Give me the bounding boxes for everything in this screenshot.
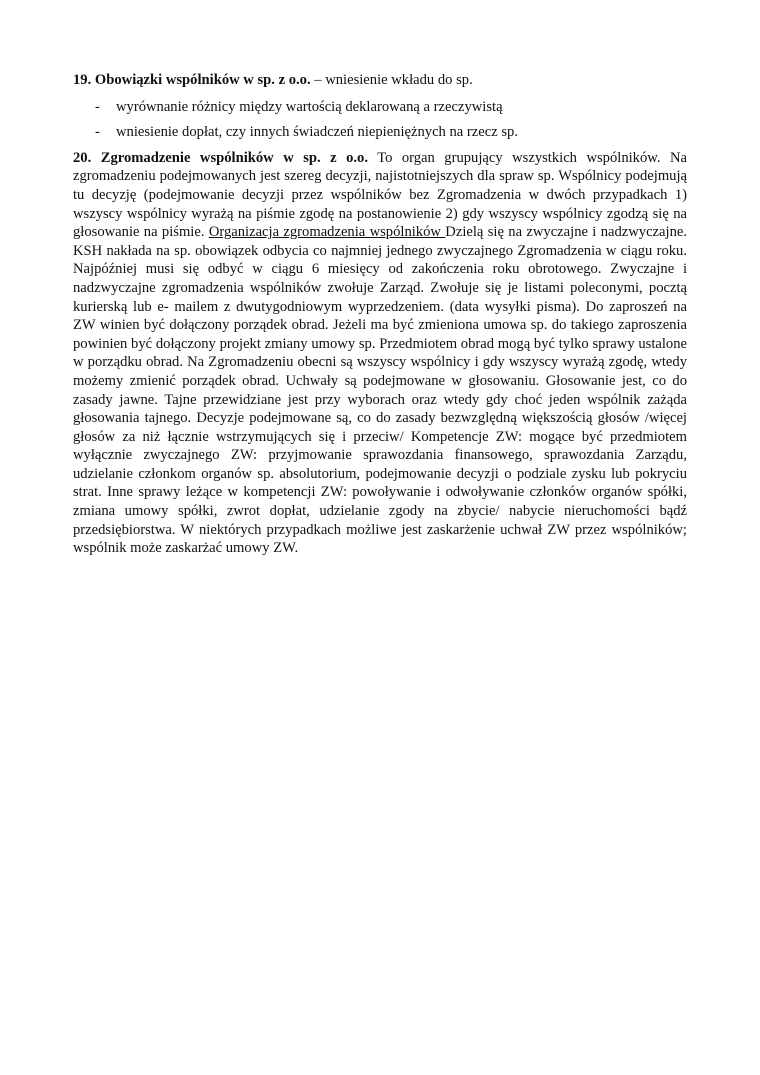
list-item <box>73 98 687 117</box>
section-20-heading: 20. Zgromadzenie wspólników w sp. z o.o. <box>73 149 368 166</box>
dash-bullet: - <box>95 124 100 141</box>
section-19 <box>73 71 687 90</box>
document-page <box>73 71 687 558</box>
section-20-text-part1: To organ grupujący wszystkich wspólników. Na zgromadzeniu podejmowanych jest szereg decyzji, najistotniejszych dla spraw sp. Wspólnicy podejmują tu decyzję (podejmowanie decyzji przez wspólników bez Zgromadzenia w dwóch przypadkach 1) wszyscy wspólnicy wyrażą na piśmie zgodę na postanowienie 2) gdy wszyscy wspólnicy zgodzą się na głosowanie na piśmie. <box>73 149 688 241</box>
section-19-intro: – wniesienie wkładu do sp. <box>310 72 473 88</box>
section-19-list <box>73 98 687 142</box>
section-20 <box>73 149 687 558</box>
section-19-heading: 19. Obowiązki wspólników w sp. z o.o. <box>73 72 311 88</box>
section-20-subheading: Organizacja zgromadzenia wspólników <box>208 224 446 241</box>
section-20-text-part2: Dzielą się na zwyczajne i nadzwyczajne. KSH nakłada na sp. obowiązek odbycia co najmniej jednego zwyczajnego Zgromadzenia w ciągu roku. Najpóźniej musi się odbyć w ciągu 6 miesięcy od zakończenia roku obrotowego. Zwyczajne i nadzwyczajne zgromadzenia wspólników zwołuje Zarząd. Zwołuje się je listami poleconymi, pocztą kurierską lub e- mailem z dwutygodniowym wyprzedzeniem. (data wysyłki pisma). Do zaproszeń na ZW winien być dołączony porządek obrad. Jeżeli ma być zmieniona umowa sp. do takiego zaproszenia powinien być dołączony projekt zmiany umowy sp. Przedmiotem obrad mogą być tylko sprawy ustalone w porządku obrad. Na Zgromadzeniu obecni są wszyscy wspólnicy i gdy wszyscy wyrażą zgodę, wtedy możemy zmienić porządek obrad. Uchwały są podejmowane w głosowaniu. Głosowanie jest, co do zasady jawne. Tajne przewidziane jest przy wyborach oraz wtedy gdy choć jeden wspólnik zażąda głosowania tajnego. Decyzje podejmowane są, co do zasady bezwzględną większością głosów /więcej głosów za niż łącznie wstrzymujących się i przeciw/ Kompetencje ZW: mogące być przedmiotem wyłącznie zwyczajnego ZW: przyjmowanie sprawozdania finansowego, sprawozdania Zarządu, udzielanie członkom organów sp. absolutorium, podejmowanie decyzji o podziale zysku lub pokryciu strat. Inne sprawy leżące w kompetencji ZW: powoływanie i odwoływanie członków organów spółki, zmiana umowy spółki, zwrot dopłat, udzielanie zgody na zbycie/ nabycie nieruchomości bądź przedsiębiorstwa. W niektórych przypadkach możliwe jest zaskarżenie uchwał ZW przez wspólników; wspólnik może zaskarżać umowy ZW. <box>73 224 687 557</box>
dash-bullet: - <box>95 98 100 115</box>
list-item-text: wniesienie dopłat, czy innych świadczeń niepieniężnych na rzecz sp. <box>116 124 518 141</box>
list-item-text: wyrównanie różnicy między wartością deklarowaną a rzeczywistą <box>116 98 503 115</box>
list-item <box>73 123 687 142</box>
